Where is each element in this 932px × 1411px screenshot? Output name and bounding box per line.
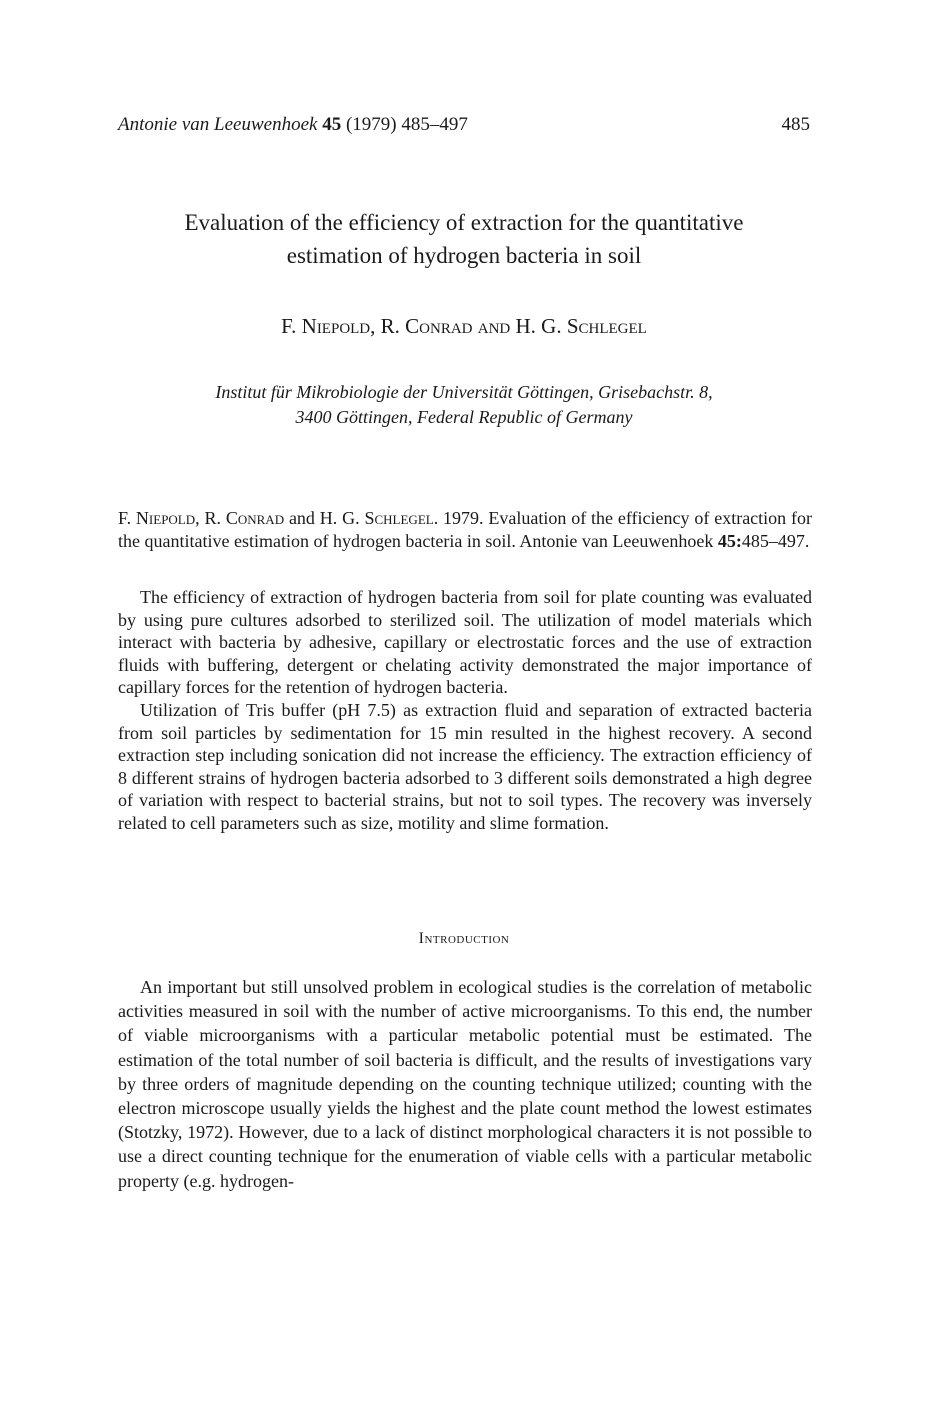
title-line-1: Evaluation of the efficiency of extraction for the quantitative [184, 210, 744, 235]
author-1-initial: F. N [281, 314, 317, 338]
introduction-body [118, 975, 812, 1193]
journal-name: Antonie van Leeuwenhoek [118, 114, 318, 135]
citation-pages: 485–497. [741, 530, 810, 551]
journal-volume: 45 [322, 114, 342, 135]
author-3-initial: H. G. S [515, 314, 579, 338]
author-1-surname: iepold [316, 314, 371, 338]
author-2-surname: onrad [419, 314, 473, 338]
affiliation-line-2: 3400 Göttingen, Federal Republic of Germany [295, 407, 633, 427]
citation-author-2-initial: , R. C [195, 508, 238, 528]
paper-title [118, 206, 810, 272]
abstract-paragraph-2: Utilization of Tris buffer (pH 7.5) as extraction fluid and separation of extracted bacteria from soil particles by sedimentation for 15 min resulted in the highest recovery. A second extraction step including sonication did not increase the efficiency. The extraction efficiency of 8 different strains of hydrogen bacteria adsorbed to 3 different soils demonstrated a high degree of variation with respect to bacterial strains, but not to soil types. The recovery was inversely related to cell parameters such as size, motility and slime formation. [118, 699, 812, 833]
abstract [118, 586, 812, 835]
author-3-surname: chlegel [578, 314, 647, 338]
citation-text [118, 507, 812, 552]
affiliation-line-1: Institut für Mikrobiologie der Universität Göttingen, Grisebachstr. 8, [215, 382, 713, 402]
citation-author-2-surname: onrad [237, 508, 285, 528]
citation-block [118, 507, 812, 552]
citation-body: . 1979. Evaluation of the efficiency of extraction for the quantitative estimation of hydrogen bacteria in soil. Antonie van Leeuwenhoek [118, 508, 813, 551]
journal-year-pages: (1979) 485–497 [345, 114, 468, 135]
running-head [118, 112, 810, 138]
citation-volume: 45: [717, 530, 742, 551]
citation-author-3-initial: and H. G. S [284, 508, 375, 528]
author-2-initial: , R. C [370, 314, 420, 338]
author-list [118, 312, 810, 340]
affiliation [118, 380, 810, 430]
abstract-paragraph-1: The efficiency of extraction of hydrogen bacteria from soil for plate counting was evaluated by using pure cultures adsorbed to sterilized soil. The utilization of model materials which interact with bacteria by adhesive, capillary or electrostatic forces and the use of extraction fluids with buffering, detergent or chelating activity demonstrated the major importance of capillary forces for the retention of hydrogen bacteria. [118, 587, 812, 698]
introduction-paragraph-1: An important but still unsolved problem in ecological studies is the correlation of metabolic activities measured in soil with the number of active microorganisms. To this end, the number of viable microorganisms with a particular metabolic potential must be estimated. The estimation of the total number of soil bacteria is difficult, and the results of investigations vary by three orders of magnitude depending on the counting technique utilized; counting with the electron microscope usually yields the highest and the plate count method the lowest estimates (Stotzky, 1972). However, due to a lack of distinct morphological characters it is not possible to use a direct counting technique for the enumeration of viable cells with a particular metabolic property (e.g. hydrogen- [118, 977, 812, 1191]
section-heading-introduction: Introduction [418, 930, 510, 947]
author-and: and [472, 314, 516, 338]
page-number: 485 [781, 114, 810, 135]
title-line-2: estimation of hydrogen bacteria in soil [286, 243, 642, 268]
citation-author-1-surname: iepold [148, 508, 196, 528]
citation-author-3-surname: chlegel [374, 508, 434, 528]
citation-author-1-initial: F. N [118, 508, 149, 528]
